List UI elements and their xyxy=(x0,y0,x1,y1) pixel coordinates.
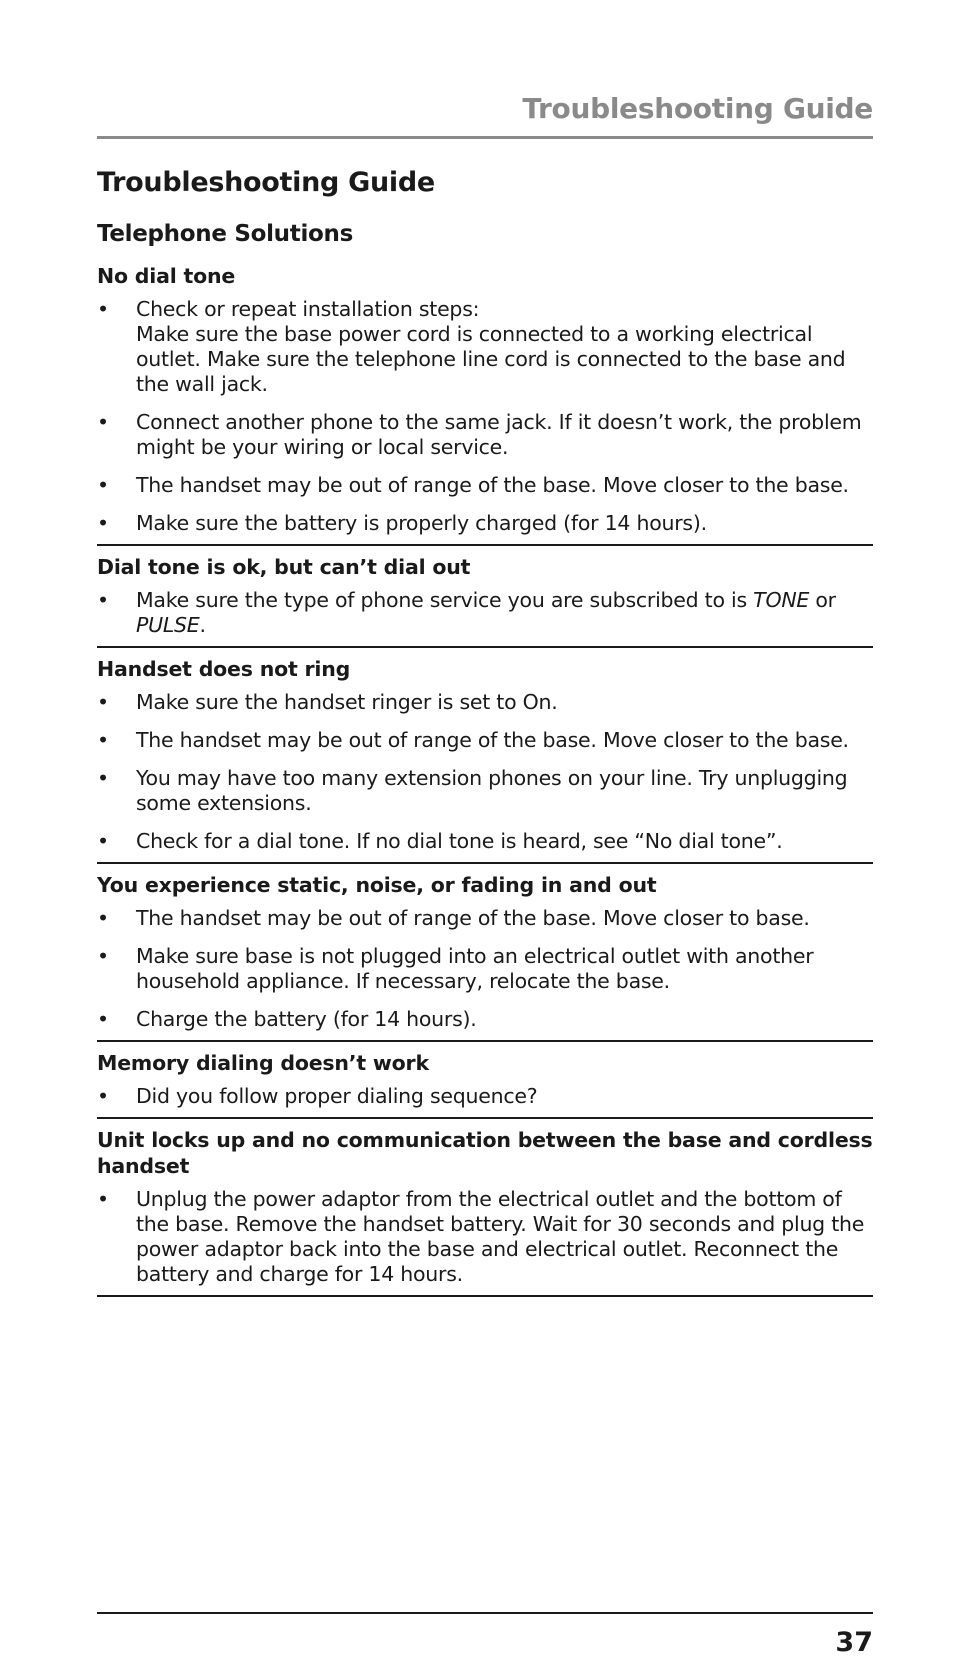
bullet-icon: • xyxy=(97,1187,109,1211)
bullet-icon: • xyxy=(97,297,109,321)
list-item xyxy=(97,766,873,816)
section-heading: You experience static, noise, or fading in and out xyxy=(97,873,657,897)
item-text: Unplug the power adaptor from the electrical outlet and the bottom of the base. Remove the handset battery. Wait for 30 seconds and plug the power adaptor back into the base and electrical outlet. Reconnect the battery and charge for 14 hours. xyxy=(136,1187,865,1286)
item-text: You may have too many extension phones on your line. Try unplugging some extensions. xyxy=(136,766,848,815)
bullet-icon: • xyxy=(97,410,109,434)
list-item xyxy=(97,1007,873,1032)
list-item xyxy=(97,1187,873,1287)
section-cant-dial-out xyxy=(97,546,873,648)
item-text: Check or repeat installation steps: xyxy=(136,297,480,321)
list-item xyxy=(97,944,873,994)
bullet-icon: • xyxy=(97,588,109,612)
item-text: Make sure the handset ringer is set to On. xyxy=(136,690,558,714)
page-title: Troubleshooting Guide xyxy=(97,167,435,198)
page-subtitle: Telephone Solutions xyxy=(97,221,354,247)
bullet-list xyxy=(97,1084,873,1109)
list-item xyxy=(97,511,873,536)
item-text: Charge the battery (for 14 hours). xyxy=(136,1007,477,1031)
item-text-or: or xyxy=(809,588,836,612)
item-text: Make sure the battery is properly charged (for 14 hours). xyxy=(136,511,707,535)
list-item xyxy=(97,588,873,638)
item-text: The handset may be out of range of the base. Move closer to the base. xyxy=(136,473,849,497)
item-text: The handset may be out of range of the base. Move closer to the base. xyxy=(136,728,849,752)
bullet-icon: • xyxy=(97,1084,109,1108)
section-heading: Unit locks up and no communication between the base and cordless handset xyxy=(97,1128,873,1178)
section-heading: Memory dialing doesn’t work xyxy=(97,1051,429,1075)
list-item xyxy=(97,297,873,322)
list-item xyxy=(97,473,873,498)
bullet-list xyxy=(97,690,873,854)
bullet-list xyxy=(97,1187,873,1287)
item-text: Check for a dial tone. If no dial tone is heard, see “No dial tone”. xyxy=(136,829,783,853)
bullet-icon: • xyxy=(97,1007,109,1031)
section-handset-no-ring xyxy=(97,648,873,864)
section-no-dial-tone xyxy=(97,263,873,546)
running-header: Troubleshooting Guide xyxy=(522,92,873,125)
installation-note: Make sure the base power cord is connected to a working electrical outlet. Make sure the telephone line cord is connected to the base and the wall jack. xyxy=(136,322,846,396)
section-heading: No dial tone xyxy=(97,264,236,288)
bullet-icon: • xyxy=(97,473,109,497)
section-memory-dialing xyxy=(97,1042,873,1119)
item-text-before: Make sure the type of phone service you are subscribed to is xyxy=(136,588,754,612)
item-text: Did you follow proper dialing sequence? xyxy=(136,1084,538,1108)
item-text: Make sure base is not plugged into an electrical outlet with another household appliance. If necessary, relocate the base. xyxy=(136,944,814,993)
bullet-list xyxy=(97,906,873,1032)
bullet-list xyxy=(97,588,873,638)
pulse-term: PULSE xyxy=(136,613,200,637)
item-text-after: . xyxy=(199,613,206,637)
bullet-icon: • xyxy=(97,944,109,968)
item-text: The handset may be out of range of the base. Move closer to base. xyxy=(136,906,810,930)
list-item xyxy=(97,1084,873,1109)
bullet-list xyxy=(97,410,873,536)
section-unit-locks-up xyxy=(97,1119,873,1297)
list-item xyxy=(97,906,873,931)
bullet-icon: • xyxy=(97,906,109,930)
list-item xyxy=(97,728,873,753)
page-content xyxy=(97,165,873,1297)
section-static-noise xyxy=(97,864,873,1042)
section-heading: Handset does not ring xyxy=(97,657,351,681)
list-item xyxy=(97,829,873,854)
bullet-icon: • xyxy=(97,829,109,853)
bullet-list xyxy=(97,297,873,322)
page-number: 37 xyxy=(835,1627,873,1658)
list-item xyxy=(97,410,873,460)
section-heading: Dial tone is ok, but can’t dial out xyxy=(97,555,471,579)
header-rule xyxy=(97,136,873,139)
item-text: Connect another phone to the same jack. If it doesn’t work, the problem might be your wiring or local service. xyxy=(136,410,862,459)
bullet-icon: • xyxy=(97,511,109,535)
bullet-icon: • xyxy=(97,728,109,752)
tone-term: TONE xyxy=(753,588,810,612)
bullet-icon: • xyxy=(97,690,109,714)
footer-rule xyxy=(97,1612,873,1614)
bullet-icon: • xyxy=(97,766,109,790)
list-item xyxy=(97,690,873,715)
